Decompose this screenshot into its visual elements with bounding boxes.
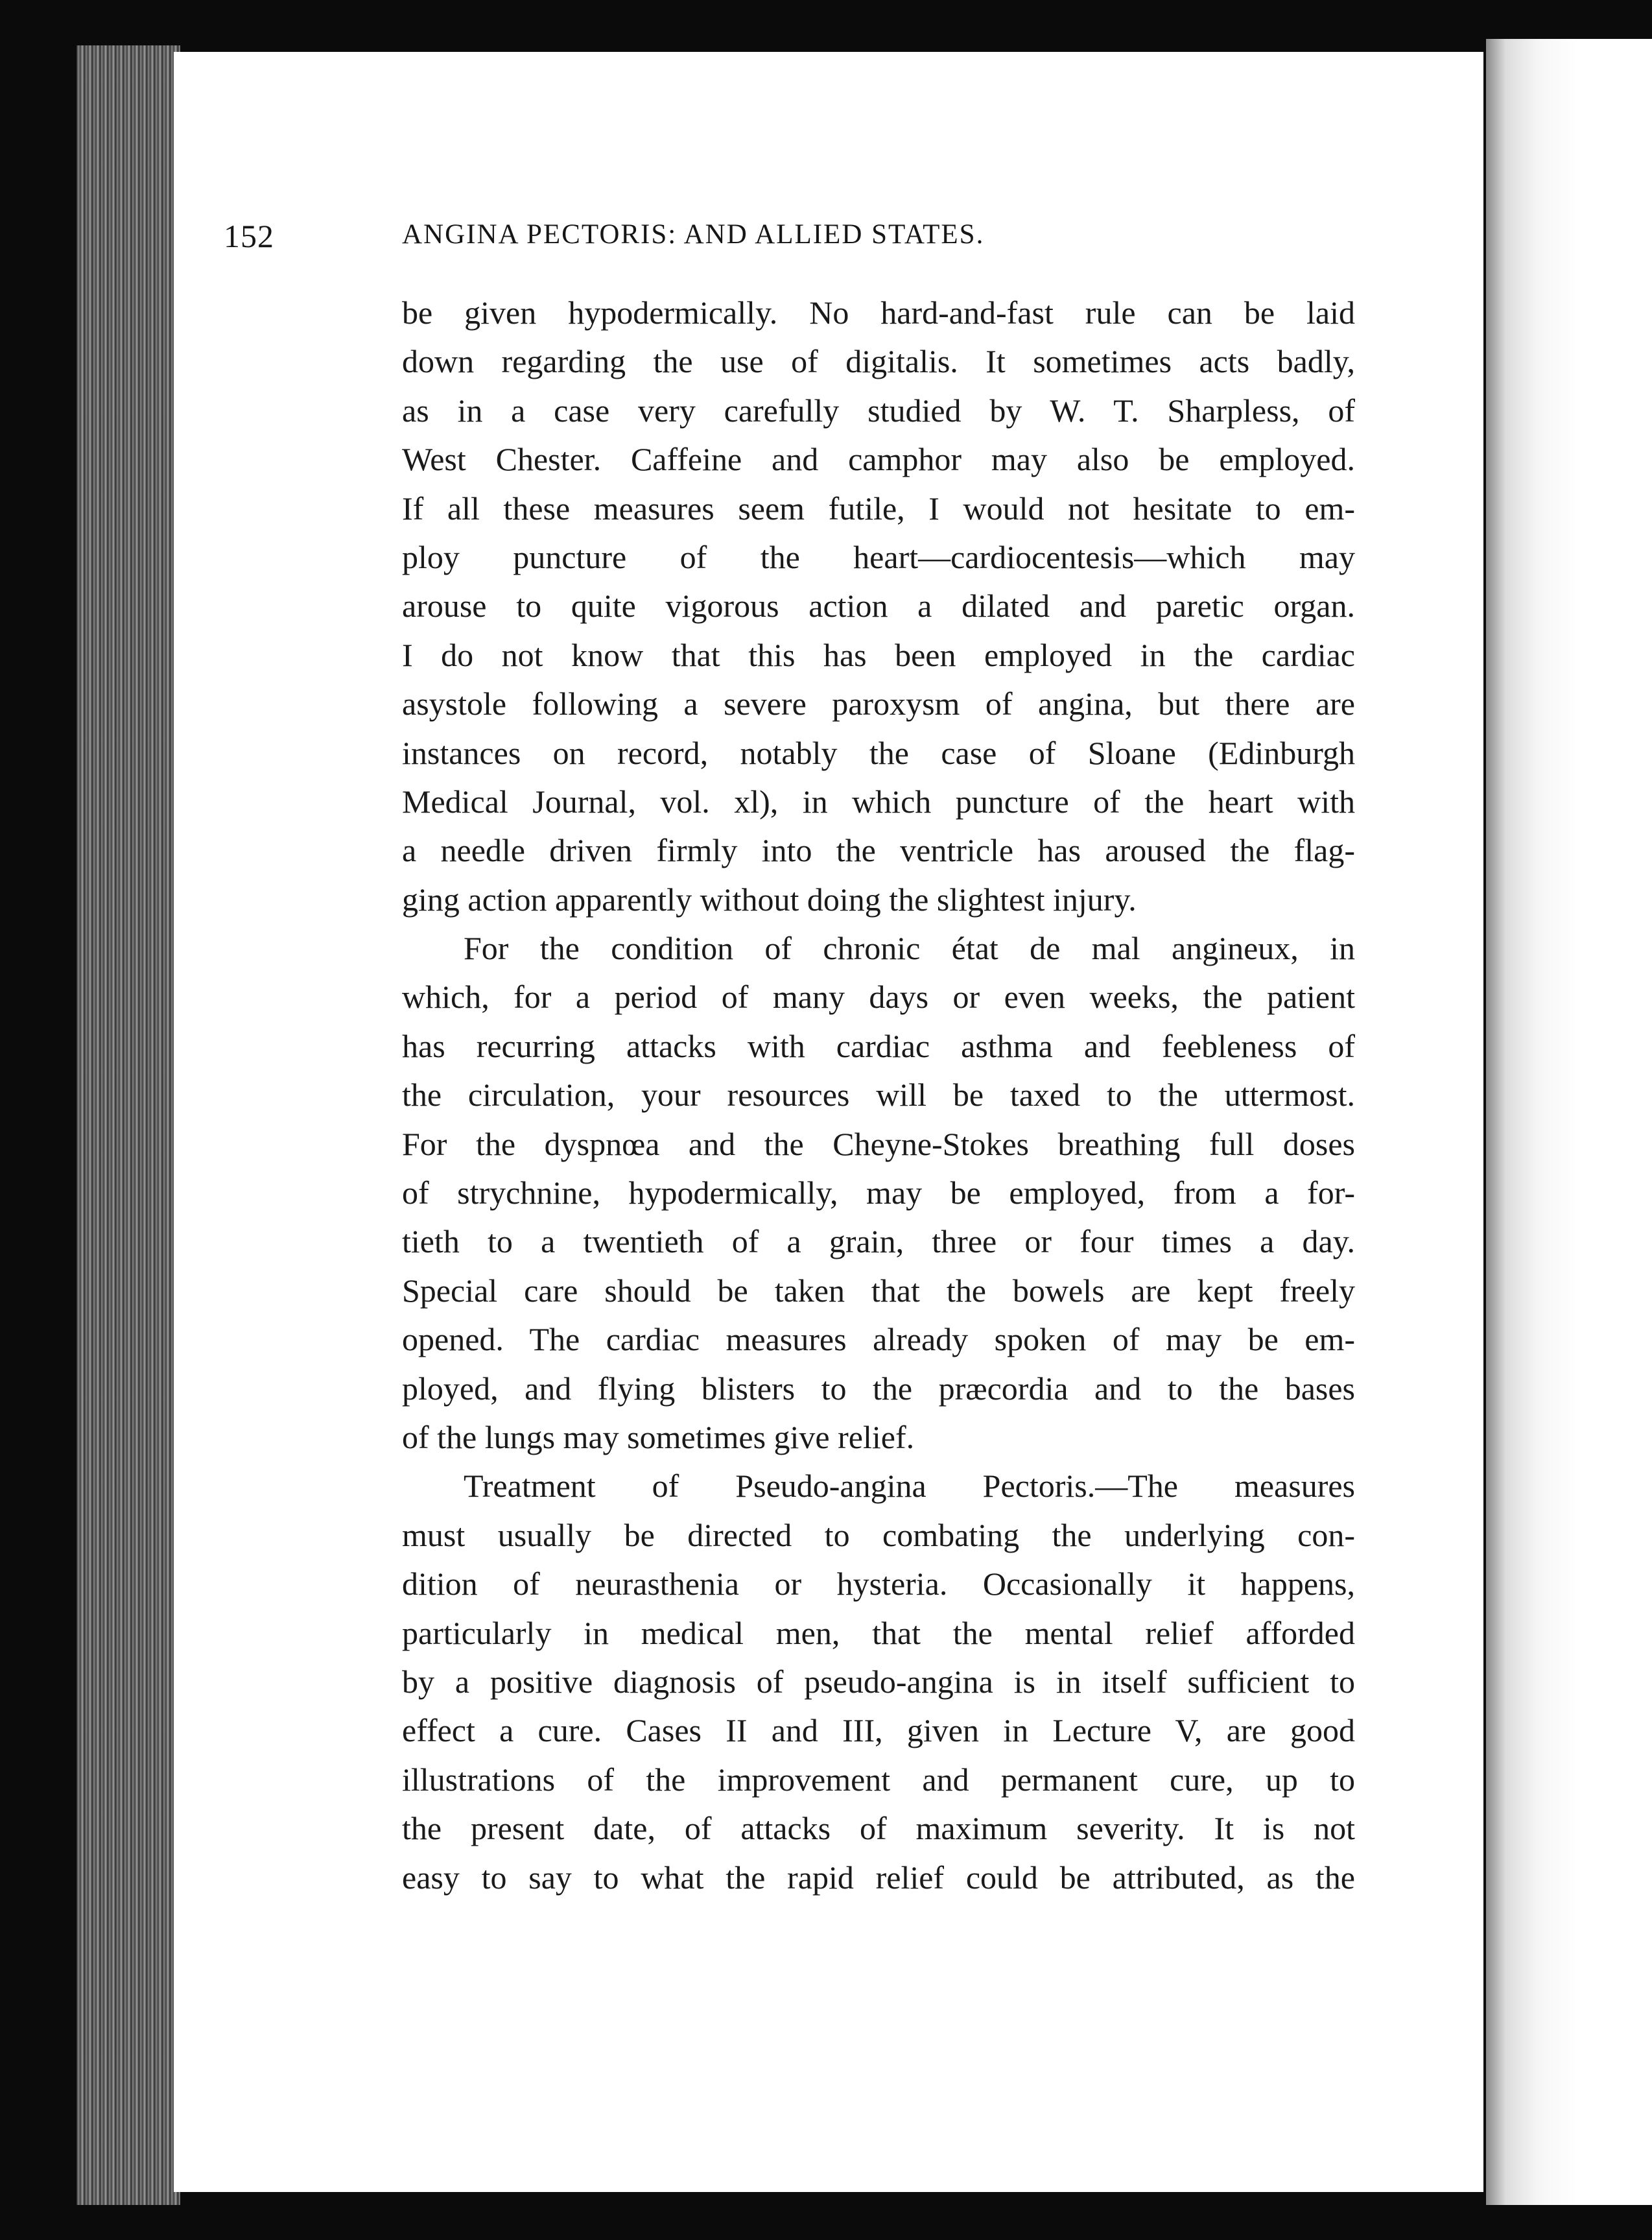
text-line: the present date, of attacks of maximum severity. It is not: [402, 1810, 1355, 1847]
text-line: opened. The cardiac measures already spoken of may be em-: [402, 1321, 1355, 1358]
running-head: ANGINA PECTORIS: AND ALLIED STATES.: [402, 219, 985, 250]
text-line: down regarding the use of digitalis. It sometimes acts badly,: [402, 343, 1355, 380]
text-line: asystole following a severe paroxysm of angina, but there are: [402, 685, 1355, 722]
paragraph-2: [402, 924, 1355, 1462]
facing-page-edge: [1486, 39, 1652, 2205]
text-line: effect a cure. Cases II and III, given in Lecture V, are good: [402, 1712, 1355, 1749]
text-line: as in a case very carefully studied by W. T. Sharpless, of: [402, 392, 1355, 429]
text-line: has recurring attacks with cardiac asthma and feebleness of: [402, 1027, 1355, 1064]
book-page-edges: [77, 45, 180, 2205]
text-line: ploy puncture of the heart—cardiocentesis—which may: [402, 538, 1355, 575]
text-line: by a positive diagnosis of pseudo-angina is in itself sufficient to: [402, 1663, 1355, 1700]
text-line: Special care should be taken that the bowels are kept freely: [402, 1272, 1355, 1309]
text-line: arouse to quite vigorous action a dilated and paretic organ.: [402, 588, 1355, 625]
paragraph-3: [402, 1462, 1355, 1902]
text-line: of strychnine, hypodermically, may be employed, from a for-: [402, 1174, 1355, 1211]
text-line: be given hypodermically. No hard-and-fast rule can be laid: [402, 294, 1355, 331]
text-line: must usually be directed to combating the underlying con-: [402, 1516, 1355, 1553]
text-line: For the condition of chronic état de mal angineux, in: [464, 930, 1355, 967]
text-line: of the lungs may sometimes give relief.: [402, 1418, 915, 1455]
text-line: West Chester. Caffeine and camphor may also be employed.: [402, 441, 1355, 478]
text-line: which, for a period of many days or even weeks, the patient: [402, 979, 1355, 1016]
text-line: dition of neurasthenia or hysteria. Occasionally it happens,: [402, 1566, 1355, 1603]
text-line: particularly in medical men, that the mental relief afforded: [402, 1614, 1355, 1651]
text-line: tieth to a twentieth of a grain, three or four times a day.: [402, 1223, 1355, 1260]
text-line: I do not know that this has been employed in the cardiac: [402, 636, 1355, 673]
text-line: ployed, and flying blisters to the præcordia and to the bases: [402, 1370, 1355, 1407]
text-line: illustrations of the improvement and permanent cure, up to: [402, 1761, 1355, 1798]
text-line: If all these measures seem futile, I would not hesitate to em-: [402, 490, 1355, 527]
text-line: Treatment of Pseudo-angina Pectoris.—The measures: [464, 1468, 1355, 1505]
text-line: easy to say to what the rapid relief could be attributed, as the: [402, 1859, 1355, 1896]
text-line: instances on record, notably the case of Sloane (Edinburgh: [402, 734, 1355, 771]
page-header: [224, 217, 1391, 263]
paragraph-1: [402, 289, 1355, 924]
body-text: [402, 289, 1355, 1902]
text-line: Medical Journal, vol. xl), in which puncture of the heart with: [402, 783, 1355, 820]
text-line: ging action apparently without doing the slightest injury.: [402, 881, 1137, 918]
text-line: the circulation, your resources will be taxed to the uttermost.: [402, 1077, 1355, 1114]
text-line: a needle driven firmly into the ventricle has aroused the flag-: [402, 832, 1355, 869]
text-line: For the dyspnœa and the Cheyne-Stokes breathing full doses: [402, 1125, 1355, 1162]
page-number: 152: [224, 218, 274, 254]
